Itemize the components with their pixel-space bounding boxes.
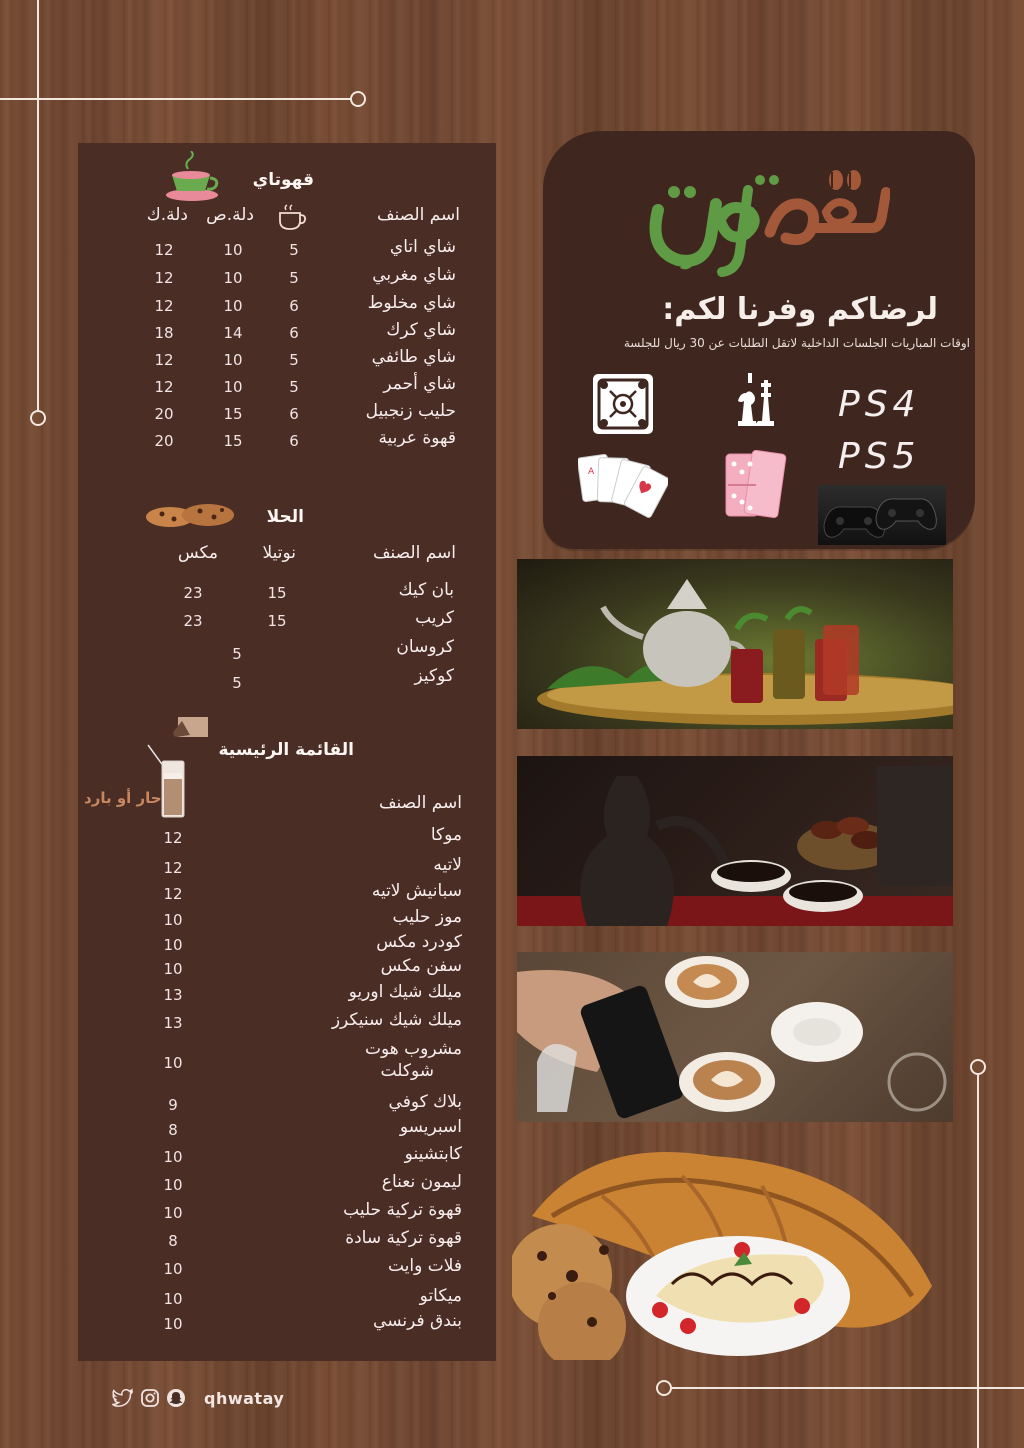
moroccan-tea-photo: [517, 559, 953, 729]
promo-tagline: لرضاكم وفرنا لكم:: [662, 292, 938, 327]
brand-logo: [640, 150, 890, 290]
latte-art-photo: [517, 952, 953, 1122]
drinks-col-name: اسم الصنف: [376, 205, 460, 225]
pastries-photo: [512, 1146, 942, 1360]
main-item-name: موز حليب: [392, 907, 462, 927]
drinks-item-cup-price: 6: [289, 432, 299, 450]
main-item-price: 12: [163, 859, 183, 877]
main-item-name: لاتيه: [433, 855, 462, 875]
cup-icon: [276, 203, 310, 233]
main-item-name: ميلك شيك اوريو: [348, 982, 462, 1002]
deco-line-top: [0, 98, 352, 100]
drinks-item-small-pot-price: 10: [223, 269, 243, 287]
sweets-item-price: 5: [232, 674, 242, 692]
main-item-price: 8: [168, 1232, 178, 1250]
main-item-price: 13: [163, 1014, 183, 1032]
main-item-name: اسبريسو: [399, 1117, 462, 1137]
deco-circle-top: [350, 91, 366, 107]
sweets-item-name: بان كيك: [398, 580, 454, 600]
drinks-col-large-pot: دلة.ك: [146, 205, 188, 225]
playing-cards-icon: [578, 450, 668, 520]
drinks-item-large-pot-price: 18: [154, 324, 174, 342]
main-item-name: بندق فرنسي: [373, 1311, 462, 1331]
sweets-item-name: كروسان: [396, 637, 454, 657]
controllers-photo: [818, 485, 946, 545]
sweets-item-name: كريب: [415, 608, 454, 628]
social-handle[interactable]: qhwatay: [204, 1388, 285, 1408]
sweets-col-nutella: نوتيلا: [262, 543, 296, 563]
main-item-price: 10: [163, 936, 183, 954]
drinks-item-name: قهوة عربية: [378, 428, 456, 448]
footer-social: [112, 1386, 284, 1410]
promo-note: اوقات المباريات الجلسات الداخلية لاتقل الطلبات عن 30 ريال للجلسة: [623, 336, 970, 350]
main-item-price: 10: [163, 1260, 183, 1278]
main-item-name: سبانيش لاتيه: [371, 881, 462, 901]
arabic-coffee-photo: [517, 756, 953, 926]
main-item-name: ميكاتو: [419, 1286, 462, 1306]
sweets-section-title: الحلا: [266, 507, 304, 527]
snapchat-icon[interactable]: [166, 1388, 186, 1408]
main-item-name: ليمون نعناع: [381, 1172, 462, 1192]
main-item-price: 10: [163, 1176, 183, 1194]
drinks-item-cup-price: 5: [289, 351, 299, 369]
main-item-name: قهوة تركية سادة: [345, 1228, 462, 1248]
drinks-item-large-pot-price: 12: [154, 269, 174, 287]
main-item-price: 10: [163, 1290, 183, 1308]
svg-text:A: A: [588, 467, 595, 477]
main-item-price: 12: [163, 885, 183, 903]
main-item-price: 13: [163, 986, 183, 1004]
drinks-item-name: شاي طائفي: [371, 347, 456, 367]
drinks-item-small-pot-price: 15: [223, 432, 243, 450]
main-item-name: فلات وايت: [387, 1256, 462, 1276]
ps5-logo: PS5: [838, 436, 921, 477]
sweets-col-name: اسم الصنف: [372, 543, 456, 563]
main-item-name: بلاك كوفي: [388, 1092, 462, 1112]
ps4-logo: PS4: [838, 384, 921, 425]
drinks-item-large-pot-price: 20: [154, 432, 174, 450]
dominoes-icon: [724, 450, 788, 520]
main-item-name: كابتشينو: [404, 1144, 462, 1164]
main-col-name: اسم الصنف: [378, 793, 462, 813]
drinks-item-large-pot-price: 12: [154, 351, 174, 369]
chess-pieces-icon: [724, 370, 778, 428]
drinks-item-cup-price: 6: [289, 405, 299, 423]
main-item-name: ميلك شيك سنيكرز: [331, 1010, 462, 1030]
drinks-item-large-pot-price: 20: [154, 405, 174, 423]
drinks-item-name: شاي كرك: [386, 320, 456, 340]
deco-line-left-vertical: [37, 0, 39, 412]
deco-circle-right: [970, 1059, 986, 1075]
drinks-item-name: شاي اتاي: [389, 237, 456, 257]
menu-panel: [78, 143, 496, 1361]
drinks-item-large-pot-price: 12: [154, 297, 174, 315]
deco-line-right-vertical: [977, 1075, 979, 1448]
main-section-title: القائمة الرئيسية: [218, 740, 354, 760]
main-item-price: 10: [163, 960, 183, 978]
drinks-col-small-pot: دلة.ص: [206, 205, 254, 225]
sweets-item-price: 5: [232, 645, 242, 663]
drinks-item-cup-price: 6: [289, 297, 299, 315]
sweets-item-mix-price: 23: [183, 612, 203, 630]
main-item-price: 12: [163, 829, 183, 847]
drinks-item-cup-price: 6: [289, 324, 299, 342]
main-item-price: 10: [163, 1054, 183, 1072]
main-item-name: مشروب هوت: [364, 1039, 462, 1059]
sweets-item-nutella-price: 15: [267, 584, 287, 602]
drinks-item-small-pot-price: 10: [223, 351, 243, 369]
drinks-item-name: شاي مغربي: [372, 265, 456, 285]
main-item-price: 8: [168, 1121, 178, 1139]
main-item-name: كودرد مكس: [376, 932, 462, 952]
drinks-item-name: شاي أحمر: [383, 374, 456, 394]
sweets-item-nutella-price: 15: [267, 612, 287, 630]
main-item-price: 10: [163, 911, 183, 929]
main-item-name: سفن مكس: [380, 956, 462, 976]
drinks-item-small-pot-price: 10: [223, 241, 243, 259]
sweets-col-mix: مكس: [177, 543, 218, 563]
drinks-item-large-pot-price: 12: [154, 378, 174, 396]
instagram-icon[interactable]: [140, 1388, 160, 1408]
main-item-price: 10: [163, 1148, 183, 1166]
drinks-item-small-pot-price: 14: [223, 324, 243, 342]
drinks-item-name: حليب زنجبيل: [365, 401, 456, 421]
deco-circle-left: [30, 410, 46, 426]
carrom-board-icon: [590, 371, 656, 437]
drinks-section-title: قهوتاي: [252, 170, 314, 190]
drinks-item-small-pot-price: 10: [223, 297, 243, 315]
drinks-item-name: شاي مخلوط: [367, 293, 456, 313]
deco-circle-bottom: [656, 1380, 672, 1396]
drinks-item-small-pot-price: 10: [223, 378, 243, 396]
twitter-icon[interactable]: [112, 1388, 134, 1408]
main-item-price: 10: [163, 1204, 183, 1222]
hot-cold-label: حار أو بارد: [84, 789, 162, 807]
main-item-name: موكا: [430, 825, 462, 845]
sweets-item-name: كوكيز: [414, 666, 454, 686]
drinks-item-small-pot-price: 15: [223, 405, 243, 423]
drinks-item-cup-price: 5: [289, 378, 299, 396]
main-item-name: قهوة تركية حليب: [343, 1200, 462, 1220]
main-item-price: 9: [168, 1096, 178, 1114]
main-item-name-line2: شوكلت: [380, 1061, 434, 1081]
drinks-item-cup-price: 5: [289, 269, 299, 287]
drinks-item-cup-price: 5: [289, 241, 299, 259]
deco-line-bottom: [672, 1387, 1024, 1389]
sweets-item-mix-price: 23: [183, 584, 203, 602]
drinks-item-large-pot-price: 12: [154, 241, 174, 259]
cookies-icon: [142, 495, 238, 531]
tea-cup-icon: [164, 151, 222, 203]
main-item-price: 10: [163, 1315, 183, 1333]
